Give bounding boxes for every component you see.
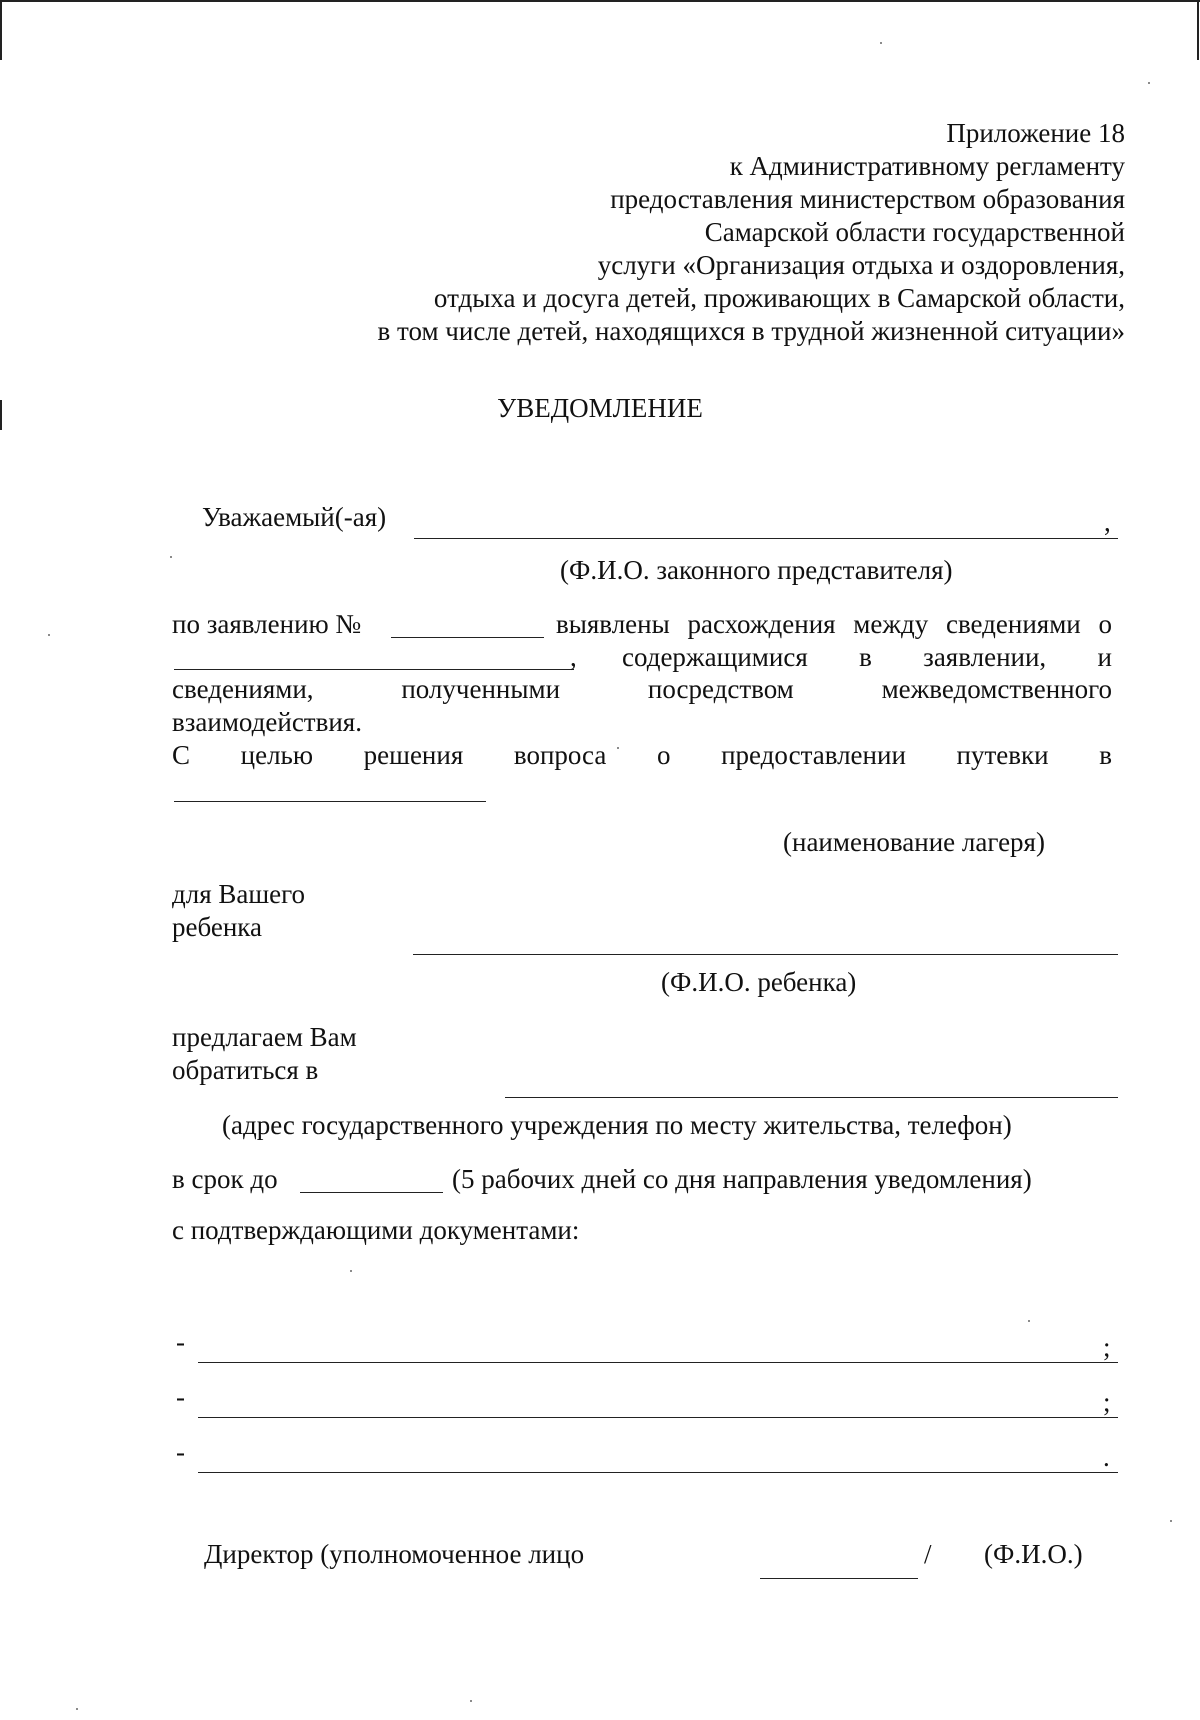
institution-address-caption: (адрес государственного учреждения по месту жительства, телефон) [222, 1110, 1012, 1140]
document-item-dash: - [176, 1437, 185, 1467]
child-label-2: ребенка [172, 912, 262, 942]
appendix-line-5: услуги «Организация отдыха и оздоровления, [597, 250, 1125, 280]
document-item-dash: - [176, 1327, 185, 1357]
documents-label: с подтверждающими документами: [172, 1215, 580, 1245]
scan-left-edge [0, 0, 2, 60]
deadline-label: в срок до [172, 1164, 278, 1194]
discrepancy-subject-field[interactable] [174, 669, 574, 670]
appendix-line-4: Самарской области государственной [704, 217, 1125, 247]
scan-speck [170, 556, 172, 558]
subject-comma: , [570, 642, 577, 672]
scan-speck [350, 1270, 352, 1272]
greeting-comma: , [1104, 507, 1111, 537]
scan-speck [880, 42, 882, 44]
child-name-caption: (Ф.И.О. ребенка) [661, 967, 857, 997]
institution-address-field[interactable] [505, 1097, 1118, 1098]
child-label-1: для Вашего [172, 879, 306, 909]
application-number-field[interactable] [391, 637, 544, 638]
signatory-name-caption: (Ф.И.О.) [984, 1539, 1083, 1569]
scan-speck [470, 1700, 472, 1702]
appendix-line-7: в том числе детей, находящихся в трудной жизненной ситуации» [377, 316, 1125, 346]
document-item-field[interactable] [198, 1472, 1118, 1473]
appendix-line-2: к Административному регламенту [729, 151, 1125, 181]
signatory-label: Директор (уполномоченное лицо [204, 1539, 585, 1569]
appendix-line-6: отдыха и досуга детей, проживающих в Самарской области, [433, 283, 1125, 313]
scan-speck [1170, 1520, 1172, 1522]
camp-name-field[interactable] [174, 801, 486, 802]
scan-right-edge [1197, 0, 1199, 60]
document-item-end: ; [1103, 1387, 1111, 1417]
paragraph-line-1-rest: выявлены расхождения между сведениями о [556, 609, 1112, 639]
document-item-end: ; [1103, 1332, 1111, 1362]
application-label: по заявлению № [172, 609, 362, 639]
camp-name-caption: (наименование лагеря) [783, 827, 1045, 857]
scan-speck [1028, 1320, 1030, 1322]
document-item-dash: - [176, 1382, 185, 1412]
guardian-name-field[interactable] [414, 538, 1118, 539]
paragraph-line-3: сведениями, полученными посредством межведомственного [172, 674, 1112, 704]
signature-field[interactable] [760, 1578, 918, 1579]
document-item-end: . [1103, 1442, 1110, 1472]
deadline-note: (5 рабочих дней со дня направления уведомления) [452, 1164, 1032, 1194]
scan-speck [1148, 82, 1150, 84]
appendix-line-1: Приложение 18 [946, 118, 1125, 148]
child-name-field[interactable] [413, 954, 1118, 955]
scan-speck [48, 634, 50, 636]
greeting-label: Уважаемый(-ая) [202, 502, 387, 532]
paragraph-line-5: С целью решения вопроса о предоставлении путевки в [172, 740, 1112, 770]
document-title: УВЕДОМЛЕНИЕ [497, 393, 703, 423]
deadline-date-field[interactable] [300, 1192, 443, 1193]
signature-separator: / [924, 1539, 932, 1569]
contact-label-2: обратиться в [172, 1055, 319, 1085]
document-item-field[interactable] [198, 1362, 1118, 1363]
guardian-name-caption: (Ф.И.О. законного представителя) [560, 555, 953, 585]
appendix-line-3: предоставления министерством образования [610, 184, 1125, 214]
scan-top-edge [0, 0, 1200, 2]
contact-label-1: предлагаем Вам [172, 1022, 357, 1052]
paragraph-line-4: взаимодействия. [172, 707, 362, 737]
paragraph-line-2-rest: содержащимися в заявлении, и [622, 642, 1112, 672]
scan-speck [76, 1708, 78, 1710]
document-item-field[interactable] [198, 1417, 1118, 1418]
